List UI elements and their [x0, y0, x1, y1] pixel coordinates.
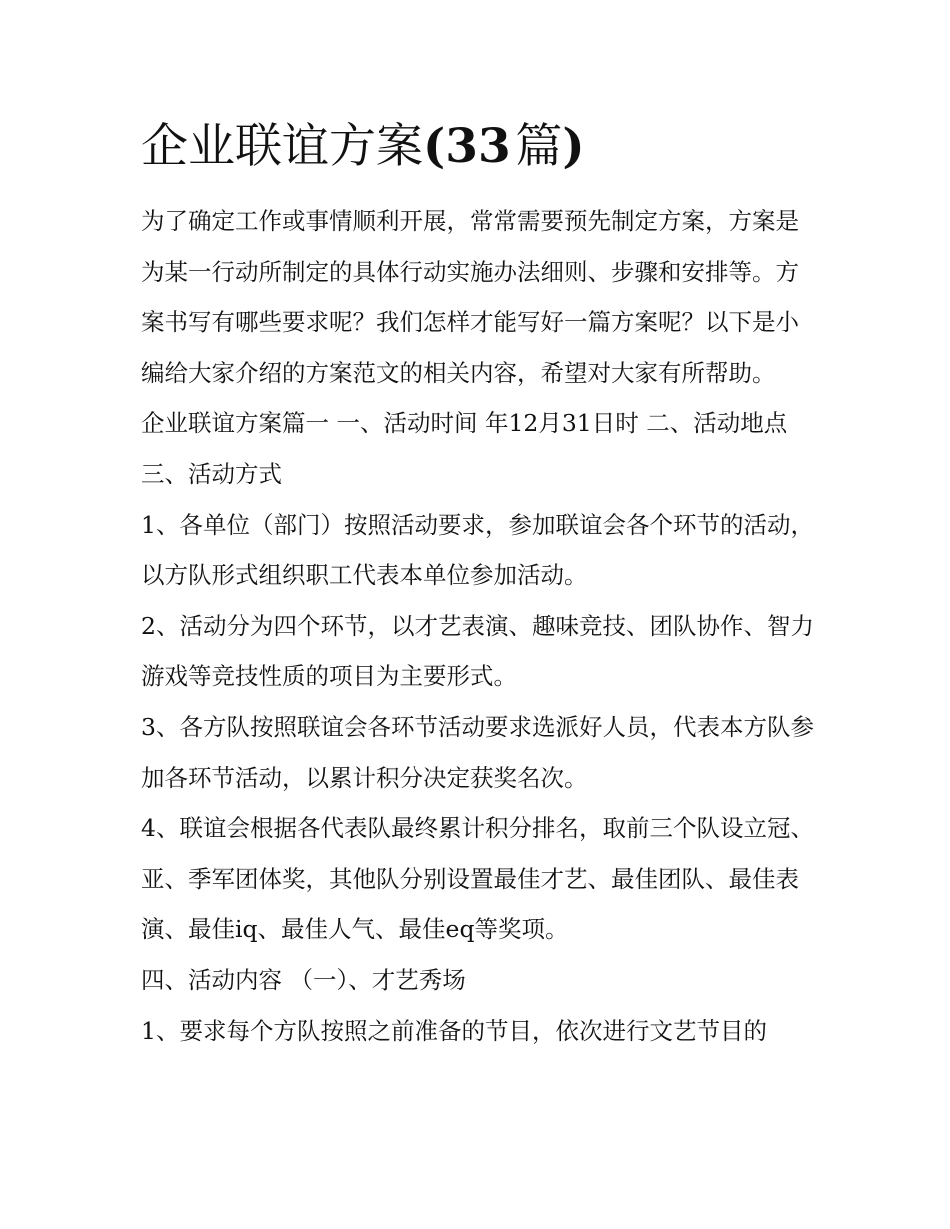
document-title — [141, 112, 821, 182]
activity-method-item-2: 2、活动分为四个环节，以才艺表演、趣味竞技、团队协作、智力游戏等竞技性质的项目为主要形式。 — [141, 611, 814, 691]
title-main: 企业联谊方案 — [141, 119, 423, 174]
document-body — [141, 112, 821, 1056]
title-unit: 篇 — [515, 119, 563, 174]
activity-method-item-1: 1、各单位（部门）按照活动要求，参加联谊会各个环节的活动，以方队形式组织职工代表本单位参加活动。 — [141, 510, 814, 590]
intro-paragraph: 为了确定工作或事情顺利开展，常常需要预先制定方案，方案是为某一行动所制定的具体行动实施办法细则、步骤和安排等。方案书写有哪些要求呢？我们怎样才能写好一篇方案呢？以下是小编给大家介绍的方案范文的相关内容，希望对大家有所帮助。 — [141, 207, 799, 387]
section-one-heading-paragraph: 企业联谊方案篇一 一、活动时间 年12月31日时 二、活动地点 三、活动方式 — [141, 409, 788, 488]
title-count: (33 — [423, 119, 511, 174]
title-close: ) — [562, 119, 585, 174]
activity-content-heading: 四、活动内容 （一）、才艺秀场 — [141, 965, 466, 994]
activity-method-item-3: 3、各方队按照联谊会各环节活动要求选派好人员，代表本方队参加各环节活动，以累计积分决定获奖名次。 — [141, 712, 814, 792]
activity-content-item-1: 1、要求每个方队按照之前准备的节目，依次进行文艺节目的 — [141, 1016, 767, 1045]
activity-method-item-4: 4、联谊会根据各代表队最终累计积分排名，取前三个队设立冠、亚、季军团体奖，其他队分别设置最佳才艺、最佳团队、最佳表演、最佳iq、最佳人气、最佳eq等奖项。 — [141, 814, 814, 944]
